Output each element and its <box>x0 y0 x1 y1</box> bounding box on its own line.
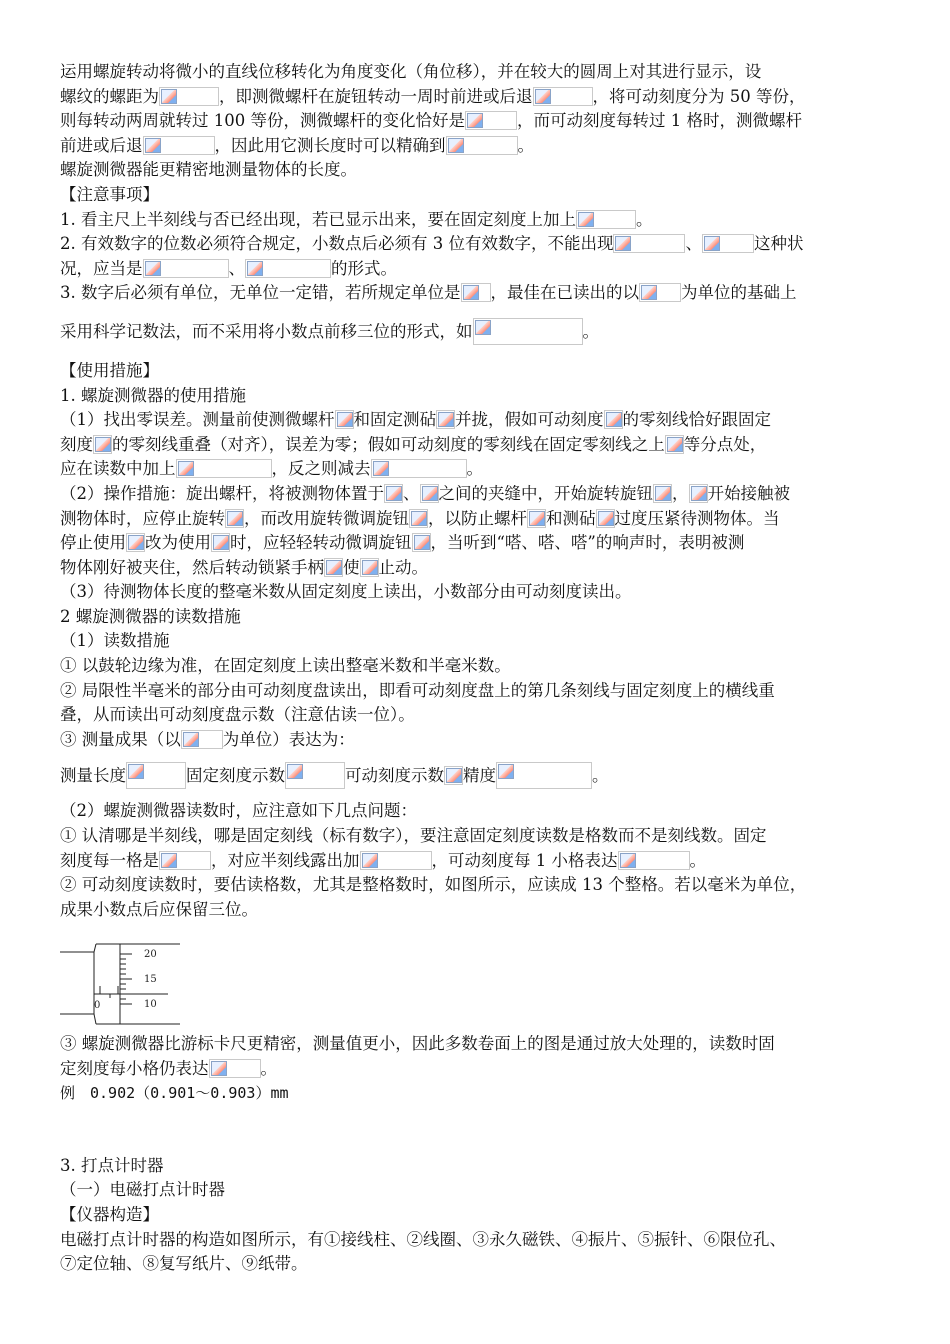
intro-line-1: 运用螺旋转动将微小的直线位移转化为角度变化（角位移），并在较大的圆周上对其进行显示，设 <box>60 62 762 81</box>
formula-image <box>576 210 636 229</box>
intro-line-5: 螺旋测微器能更精密地测量物体的长度。 <box>60 160 357 180</box>
broken-image-icon <box>691 486 707 501</box>
broken-image-icon <box>667 437 683 452</box>
reading-formula: 测量长度 固定刻度示数 可动刻度示数 精度 。 <box>60 762 900 789</box>
broken-image-icon <box>211 1061 227 1076</box>
timer-heading: 【仪器构造】 <box>60 1204 159 1224</box>
broken-image-icon <box>704 236 720 251</box>
reading-example: 例 0.902（0.901～0.903）mm <box>60 1084 289 1103</box>
notes-heading: 【注意事项】 <box>60 184 159 204</box>
reading-c2-line-2: 叠，从而读出可动刻度盘示数（注意估读一位）。 <box>60 705 415 725</box>
formula-image <box>613 234 685 253</box>
timer-line-2: ⑦定位轴、⑧复写纸片、⑨纸带。 <box>60 1254 308 1274</box>
formula-image <box>93 435 112 454</box>
formula-image <box>665 435 684 454</box>
micrometer-diagram <box>60 940 180 1028</box>
broken-image-icon <box>213 535 229 550</box>
broken-image-icon <box>422 486 438 501</box>
broken-image-icon <box>655 486 671 501</box>
formula-image <box>245 259 331 278</box>
timer-section-3: 3. 打点计时器 <box>60 1155 164 1175</box>
formula-image <box>360 851 432 870</box>
broken-image-icon <box>145 261 161 276</box>
measures-heading: 【使用措施】 <box>60 360 159 380</box>
broken-image-icon <box>178 461 194 476</box>
broken-image-icon <box>606 412 622 427</box>
formula-image <box>604 410 623 429</box>
formula-image <box>639 283 681 302</box>
broken-image-icon <box>362 853 378 868</box>
broken-image-icon <box>463 285 479 300</box>
document-page-lower <box>60 1032 900 1277</box>
broken-image-icon <box>386 486 402 501</box>
broken-image-icon <box>641 285 657 300</box>
tick-label-15: 15 <box>144 974 157 985</box>
broken-image-icon <box>95 437 111 452</box>
broken-image-icon <box>467 113 483 128</box>
broken-image-icon <box>145 138 161 153</box>
formula-image <box>176 459 272 478</box>
broken-image-icon <box>247 261 263 276</box>
formula-image <box>444 766 463 785</box>
tick-label-0: 0 <box>94 1000 101 1011</box>
measures-p1-line-2: 刻度 的零刻线重叠（对齐），误差为零；假如可动刻度的零刻线在固定零刻线之上 等分点处， <box>60 434 767 454</box>
micrometer-reading-figure <box>60 940 180 1028</box>
intro-line-2: 螺纹的螺距为 ，即测微螺杆在旋钮转动一周时前进或后退 ，将可动刻度分为 50 等份， <box>60 86 806 106</box>
measures-section-1: 1. 螺旋测微器的使用措施 <box>60 385 246 405</box>
formula-image <box>653 484 672 503</box>
formula-image <box>446 136 518 155</box>
formula-image <box>360 558 379 577</box>
broken-image-icon <box>128 535 144 550</box>
note-2-line-2: 况，应当是 、 的形式。 <box>60 258 397 278</box>
timer-line-1: 电磁打点计时器的构造如图所示，有①接线柱、②线圈、③永久磁铁、④振片、⑤振针、⑥限位孔、 <box>60 1229 786 1249</box>
reading-c3: ③ 测量成果（以 为单位）表达为： <box>60 729 355 749</box>
reading-d2-line-1: ② 可动刻度读数时，要估读格数，尤其是整格数时，如图所示，应读成 13 个整格。若以毫米为单位， <box>60 875 807 895</box>
measures-p2-line-3: 停止使用 改为使用 时，应轻轻转动微调旋钮 ，当听到“嗒、嗒、嗒”的响声时，表明被测 <box>60 533 745 553</box>
broken-image-icon <box>411 511 427 526</box>
formula-image <box>527 509 546 528</box>
broken-image-icon <box>128 764 144 779</box>
reading-d3-line-1: ③ 螺旋测微器比游标卡尺更精密，测量值更小，因此多数卷面上的图是通过放大处理的，读数时固 <box>60 1034 775 1053</box>
intro-line-4: 前进或后退 ，因此用它测长度时可以精确到 。 <box>60 135 534 155</box>
broken-image-icon <box>475 320 491 335</box>
formula-image <box>324 558 343 577</box>
broken-image-icon <box>183 732 199 747</box>
measures-p1-line-1: （1）找出零误差。测量前使测微螺杆 和固定测砧 并拢，假如可动刻度 的零刻线恰好跟固定 <box>60 410 771 430</box>
reading-d2-line-2: 成果小数点后应保留三位。 <box>60 899 258 919</box>
formula-image <box>465 111 517 130</box>
broken-image-icon <box>287 764 303 779</box>
formula-image <box>596 509 615 528</box>
formula-image <box>436 410 455 429</box>
broken-image-icon <box>598 511 614 526</box>
formula-image <box>285 762 345 789</box>
broken-image-icon <box>620 853 636 868</box>
note-3-line-1: 3. 数字后必须有单位，无单位一定错，若所规定单位是 ，最佳在已读出的以 为单位的基础上 <box>60 283 797 303</box>
note-2-line-1: 2. 有效数字的位数必须符合规定，小数点后必须有 3 位有效数字，不能出现 、 这种状 <box>60 234 804 254</box>
formula-image <box>496 762 592 789</box>
broken-image-icon <box>414 535 430 550</box>
formula-image <box>384 484 403 503</box>
formula-image <box>159 87 219 106</box>
formula-image <box>126 762 186 789</box>
measures-p2-line-1: （2）操作措施：旋出螺杆，将被测物体置于 、 之间的夹缝中，开始旋转旋钮 ， 开始接触被 <box>60 483 790 503</box>
tick-label-10: 10 <box>144 999 157 1010</box>
broken-image-icon <box>529 511 545 526</box>
tick-label-20: 20 <box>144 949 157 960</box>
measures-p2-line-4: 物体刚好被夹住，然后转动锁紧手柄 使 止动。 <box>60 557 428 577</box>
formula-image <box>702 234 754 253</box>
reading-c1: ① 以鼓轮边缘为准，在固定刻度上读出整毫米数和半毫米数。 <box>60 656 511 676</box>
formula-image <box>181 730 223 749</box>
formula-image <box>371 459 467 478</box>
formula-image <box>618 851 690 870</box>
broken-image-icon <box>535 89 551 104</box>
formula-image <box>412 533 431 552</box>
formula-image <box>209 1059 261 1078</box>
note-3-line-2: 采用科学记数法，而不采用将小数点前移三位的形式，如 。 <box>60 318 900 345</box>
intro-line-3: 则每转动两周就转过 100 等份，测微螺杆的变化恰好是 ，而可动刻度每转过 1 格时，测微螺杆 <box>60 111 802 131</box>
broken-image-icon <box>161 853 177 868</box>
formula-image <box>159 851 211 870</box>
broken-image-icon <box>337 412 353 427</box>
broken-image-icon <box>448 138 464 153</box>
broken-image-icon <box>362 560 378 575</box>
broken-image-icon <box>161 89 177 104</box>
formula-image <box>225 509 244 528</box>
formula-image <box>689 484 708 503</box>
formula-image <box>211 533 230 552</box>
formula-image <box>335 410 354 429</box>
formula-image <box>473 318 583 345</box>
formula-image <box>126 533 145 552</box>
broken-image-icon <box>578 212 594 227</box>
reading-d3-line-2: 定刻度每小格仍表达 。 <box>60 1058 277 1078</box>
broken-image-icon <box>227 511 243 526</box>
document-page <box>60 60 900 922</box>
reading-d1-line-2: 刻度每一格是 ，对应半刻线露出加 ，可动刻度每 1 小格表达 。 <box>60 850 706 870</box>
formula-image <box>533 87 593 106</box>
measures-p1-line-3: 应在读数中加上 ，反之则减去 。 <box>60 459 483 479</box>
measures-p2-line-2: 测物体时，应停止旋转 ，而改用旋转微调旋钮 ，以防止螺杆 和测砧 过度压紧待测物体。当 <box>60 508 780 528</box>
reading-r2: （2）螺旋测微器读数时，应注意如下几点问题： <box>60 801 417 821</box>
reading-c2-line-1: ② 局限性半毫米的部分由可动刻度盘读出，即看可动刻度盘上的第几条刻线与固定刻度上的横线重 <box>60 680 775 700</box>
timer-sub: （一）电磁打点计时器 <box>60 1180 225 1200</box>
reading-r1: （1）读数措施 <box>60 631 170 651</box>
formula-image <box>420 484 439 503</box>
reading-d1-line-1: ① 认清哪是半刻线，哪是固定刻线（标有数字），要注意固定刻度读数是格数而不是刻线数。固定 <box>60 826 767 846</box>
broken-image-icon <box>438 412 454 427</box>
formula-image <box>143 259 229 278</box>
broken-image-icon <box>373 461 389 476</box>
broken-image-icon <box>446 768 462 783</box>
formula-image <box>461 283 491 302</box>
broken-image-icon <box>615 236 631 251</box>
broken-image-icon <box>326 560 342 575</box>
broken-image-icon <box>498 764 514 779</box>
measures-p3: （3）待测物体长度的整毫米数从固定刻度上读出，小数部分由可动刻度读出。 <box>60 582 632 602</box>
formula-image <box>143 136 215 155</box>
note-1: 1. 看主尺上半刻线与否已经出现，若已显示出来，要在固定刻度上加上 。 <box>60 209 653 229</box>
reading-section-2: 2 螺旋测微器的读数措施 <box>60 606 241 626</box>
formula-image <box>409 509 428 528</box>
